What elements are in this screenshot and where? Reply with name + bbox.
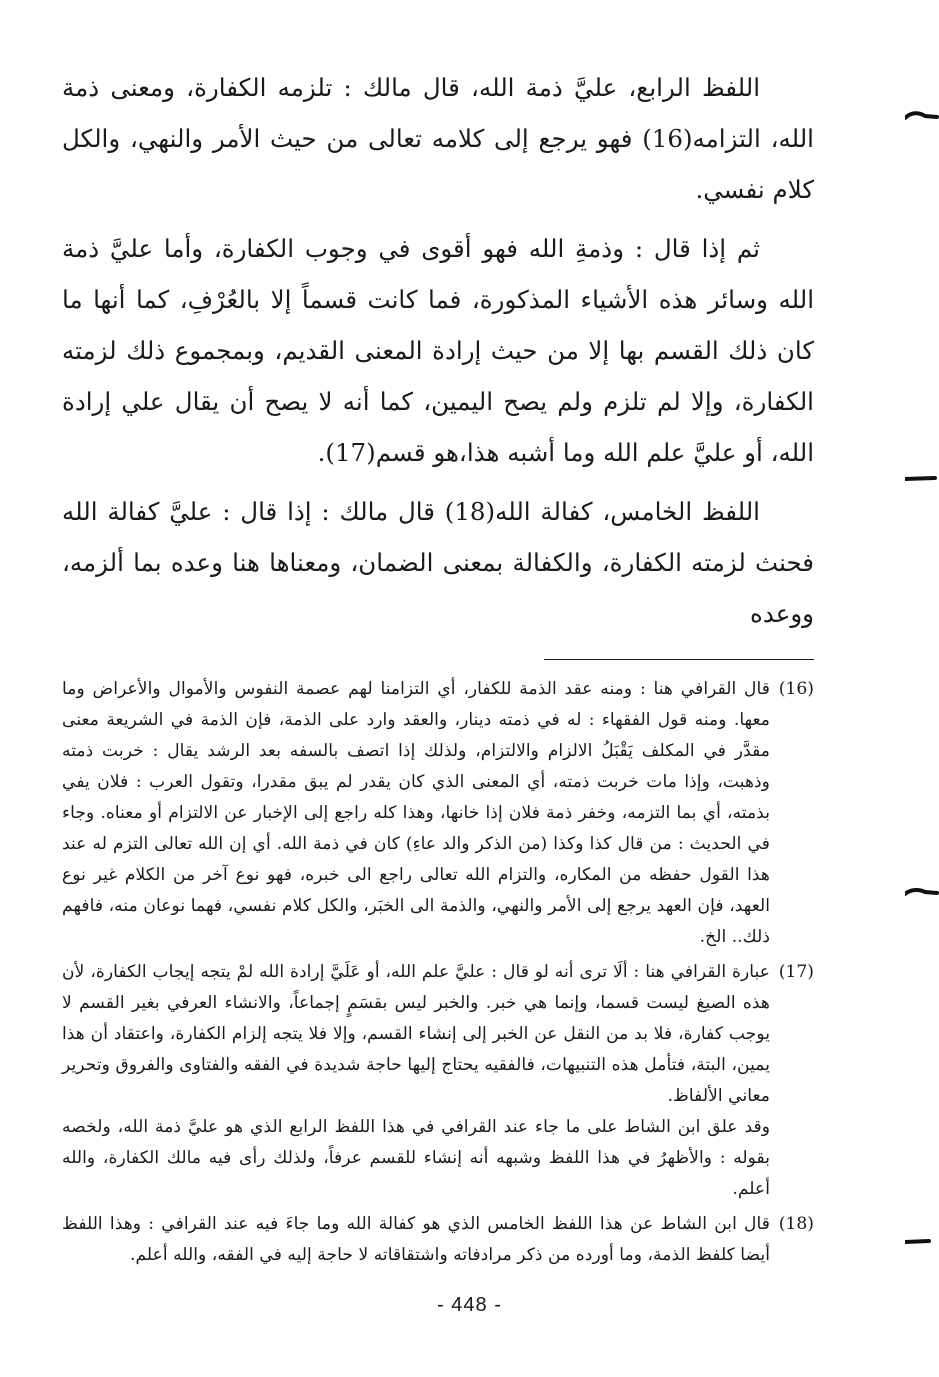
footnote-text: عبارة القرافي هنا : ألَا ترى أنه لو قال : عليَّ علم الله، أو عَلَيَّ إرادة الله لمْ يتجه إيجاب الكفارة، لأن هذه الصيغ ليست قسما، وإنما هي خبر. والخبر ليس بقسَمٍ إجماعاً، والانشاء العرفي بغير القسم لا يوجب كفارة، فلا بد من النقل عن الخبر إلى إنشاء القسم، وإلا فلا يتجه إلزام الكفارة، واعتقاد أن هذا يمين، البتة، فتأمل هذه التنبيهات، فالفقيه يحتاج إليها حاجة شديدة في الفقه والفتاوى والفروق وتحرير معاني الألفاظ. [62, 962, 770, 1106]
margin-mark [905, 470, 939, 488]
main-text [62, 62, 814, 639]
margin-mark [905, 108, 939, 126]
footnote [62, 957, 814, 1205]
margin-mark [905, 884, 939, 902]
footnote-body [62, 957, 770, 1205]
paragraph: اللفظ الرابع، عليَّ ذمة الله، قال مالك : تلزمه الكفارة، ومعنى ذمة الله، التزامه(16) فهو يرجع إلى كلامه تعالى من حيث الأمر والنهي، والكل كلام نفسي. [62, 73, 814, 204]
margin-mark [905, 1233, 939, 1251]
footnote-separator [544, 659, 814, 660]
footnote-text: قال القرافي هنا : ومنه عقد الذمة للكفار، أي التزامنا لهم عصمة النفوس والأموال والأعراض وما معها. ومنه قول الفقهاء : له في ذمته دينار، والعقد وارد على الذمة، فإن الذمة في الشريعة معنى مقدَّر في المكلف يَقْبَلُ الالزام والالتزام، ولذلك إذا اتصف بالسفه بعد الرشد يقال : خربت ذمته وذهبت، وإذا مات خربت ذمته، أي المعنى الذي كان يقدر لم يبق مقدرا، وتقول العرب : فلان يفي بذمته، أي بما التزمه، وخفر ذمة فلان إذا خانها، وهذا كله راجع إلى الإخبار عن الالتزام أو معناه. وجاء في الحديث : من قال كذا وكذا (من الذكر والد عاءِ) كان في ذمة الله. أي إن الله تعالى التزم له عند هذا القول حفظه من المكاره، والتزام الله تعالى راجع الى خبره، فهو نوع آخر من الكلام غير نوع العهد، فإن العهد يرجع إلى الأمر والنهي، والذمة الى الخبَر، والكل كلام نفسي، فهما نوعان منه، فافهم ذلك.. الخ. [62, 679, 770, 947]
footnote [62, 1209, 814, 1271]
footnote-number: (17) [778, 962, 814, 982]
paragraph: اللفظ الخامس، كفالة الله(18) قال مالك : إذا قال : عليَّ كفالة الله فحنث لزمته الكفارة، والكفالة بمعنى الضمان، ومعناها هنا وعده بما ألزمه، ووعده [62, 497, 814, 628]
page-number: - 448 - [437, 1294, 502, 1316]
footnote-number: (18) [778, 1214, 814, 1234]
footnote-body [62, 1209, 770, 1271]
footnotes [62, 674, 814, 1271]
footnote-text: قال ابن الشاط عن هذا اللفظ الخامس الذي هو كفالة الله وما جاءَ فيه عند القرافي : وهذا اللفظ أيضا كلفظ الذمة، وما أورده من ذكر مرادفاته واشتقاقاته لا حاجة إليه في الفقه، والله أعلم. [62, 1214, 770, 1265]
footnote [62, 674, 814, 953]
footnote-number: (16) [778, 679, 814, 699]
page-content [62, 62, 814, 1275]
paragraph: ثم إذا قال : وذمةِ الله فهو أقوى في وجوب الكفارة، وأما عليَّ ذمة الله وسائر هذه الأشياء المذكورة، فما كانت قسماً إلا بالعُرْفِ، كما أنها ما كان ذلك القسم بها إلا من حيث إرادة المعنى القديم، وبمجموع ذلك لزمته الكفارة، وإلا لم تلزم ولم يصح اليمين، كما أنه لا يصح أن يقال علي إرادة الله، أو عليَّ علم الله وما أشبه هذا،هو قسم(17). [62, 234, 814, 467]
footnote-text: وقد علق ابن الشاط على ما جاء عند القرافي في هذا اللفظ الرابع الذي هو عليَّ ذمة الله، ولخصه بقوله : والأظهرُ في هذا اللفظ وشبهه أنه إنشاء للقسم عرفاً، ولذلك رأى فيه مالك الكفارة، والله أعلم. [62, 1117, 770, 1199]
footnote-body [62, 674, 770, 953]
